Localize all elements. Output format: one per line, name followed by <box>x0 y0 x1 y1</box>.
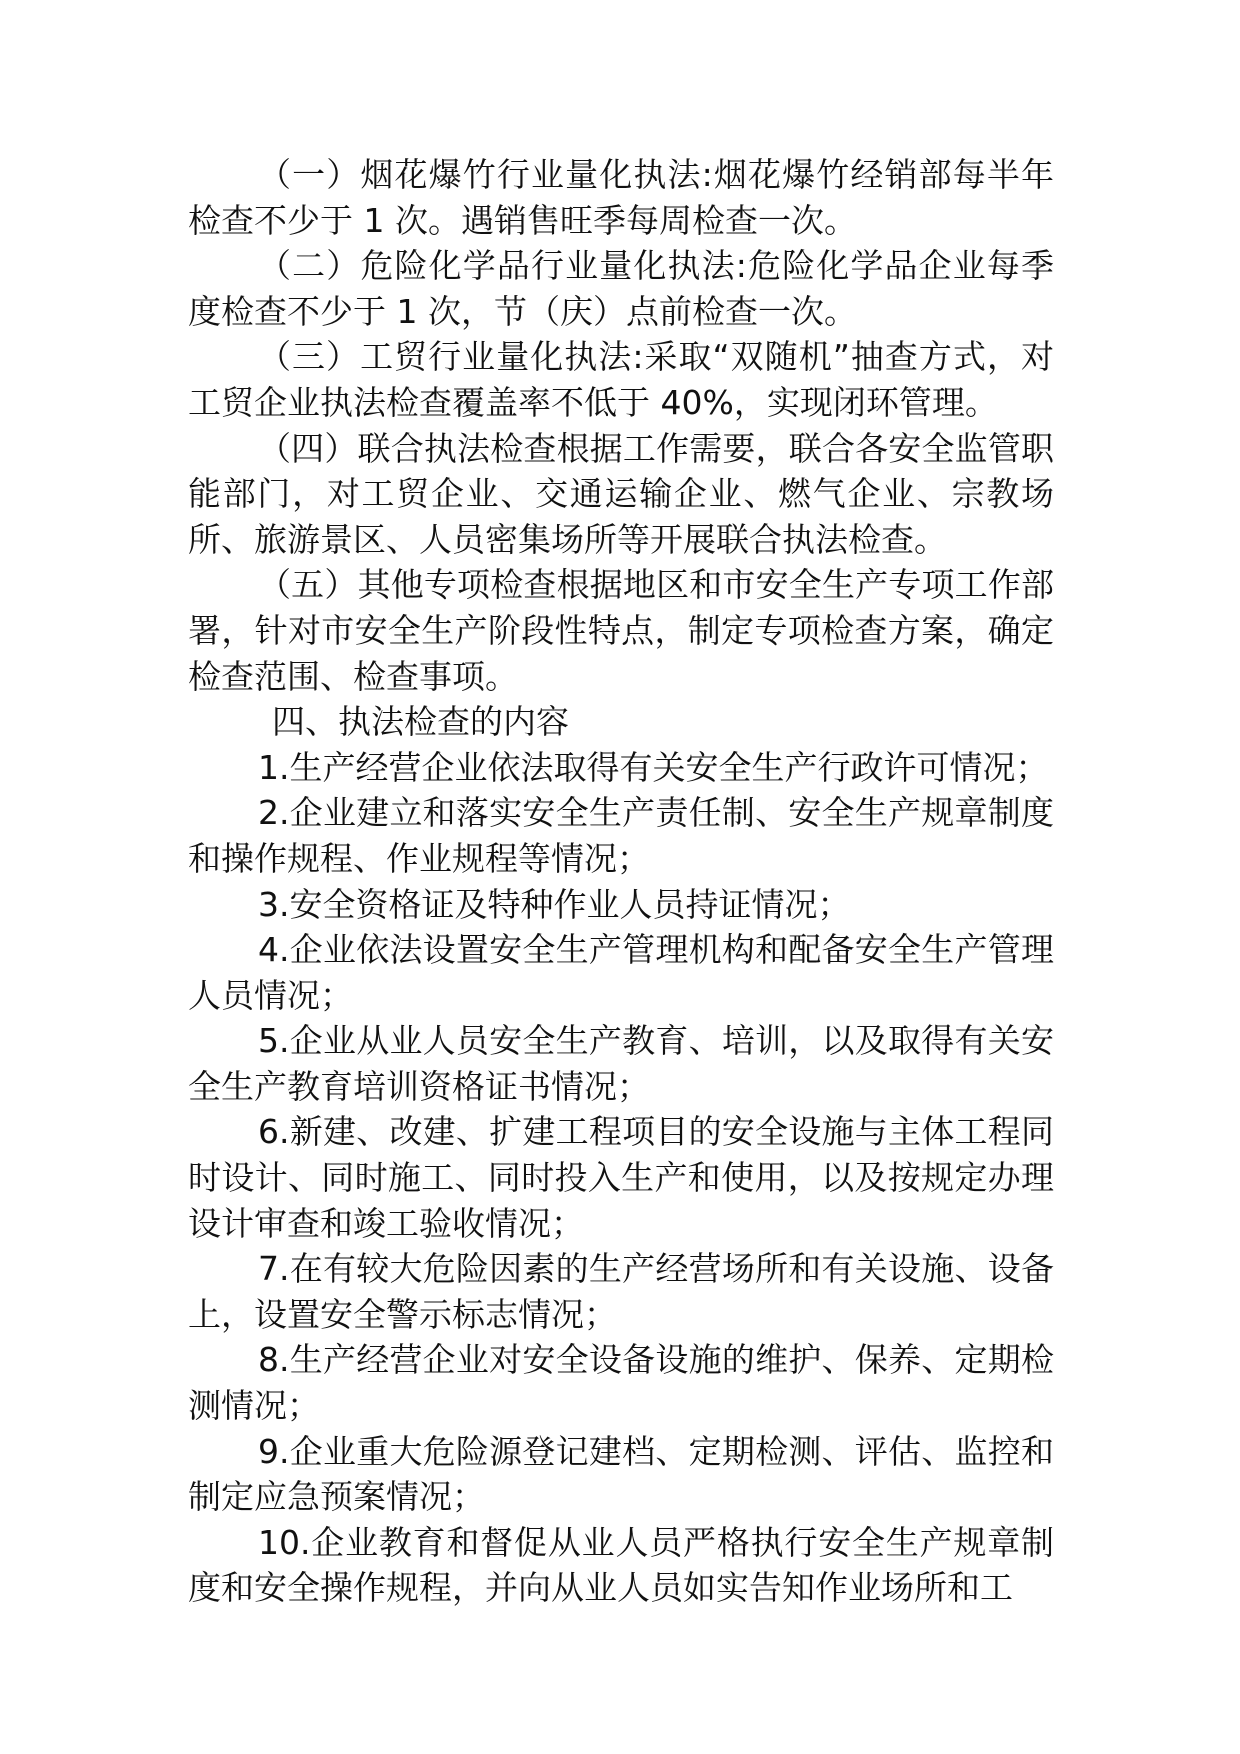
paragraph-fireworks-enforcement: （一）烟花爆竹行业量化执法:烟花爆竹经销部每半年检查不少于 1 次。遇销售旺季每周检查一次。 <box>188 155 1054 240</box>
content-item-9: 9.企业重大危险源登记建档、定期检测、评估、监控和制定应急预案情况； <box>188 1431 1054 1517</box>
content-item-3: 3.安全资格证及特种作业人员持证情况； <box>258 884 851 924</box>
content-item-8: 8.生产经营企业对安全设备设施的维护、保养、定期检测情况； <box>188 1340 1054 1426</box>
paragraph-joint-enforcement: （四）联合执法检查根据工作需要，联合各安全监管职能部门，对工贸企业、交通运输企业、燃气企业、宗教场所、旅游景区、人员密集场所等开展联合执法检查。 <box>188 428 1054 559</box>
content-item-2: 2.企业建立和落实安全生产责任制、安全生产规章制度和操作规程、作业规程等情况； <box>188 793 1054 878</box>
content-item-1: 1.生产经营企业依法取得有关安全生产行政许可情况； <box>258 747 1049 787</box>
paragraph-industry-trade-enforcement: （三）工贸行业量化执法:采取“双随机”抽查方式，对工贸企业执法检查覆盖率不低于 40%，实现闭环管理。 <box>188 337 1054 422</box>
content-item-5: 5.企业从业人员安全生产教育、培训，以及取得有关安全生产教育培训资格证书情况； <box>188 1021 1054 1106</box>
section-heading: 四、执法检查的内容 <box>272 702 569 742</box>
content-item-6: 6.新建、改建、扩建工程项目的安全设施与主体工程同时设计、同时施工、同时投入生产和使用，以及按规定办理设计审查和竣工验收情况； <box>188 1112 1054 1243</box>
content-item-4: 4.企业依法设置安全生产管理机构和配备安全生产管理人员情况； <box>188 930 1054 1015</box>
content-item-7: 7.在有较大危险因素的生产经营场所和有关设施、设备上，设置安全警示标志情况； <box>188 1249 1054 1334</box>
content-item-10: 10.企业教育和督促从业人员严格执行安全生产规章制度和安全操作规程，并向从业人员如实告知作业场所和工 <box>188 1522 1054 1608</box>
paragraph-special-inspections: （五）其他专项检查根据地区和市安全生产专项工作部署，针对市安全生产阶段性特点，制定专项检查方案，确定检查范围、检查事项。 <box>188 565 1054 696</box>
document-page <box>188 152 1054 1611</box>
paragraph-hazardous-chemicals-enforcement: （二）危险化学品行业量化执法:危险化学品企业每季度检查不少于 1 次，节（庆）点前检查一次。 <box>188 246 1054 331</box>
